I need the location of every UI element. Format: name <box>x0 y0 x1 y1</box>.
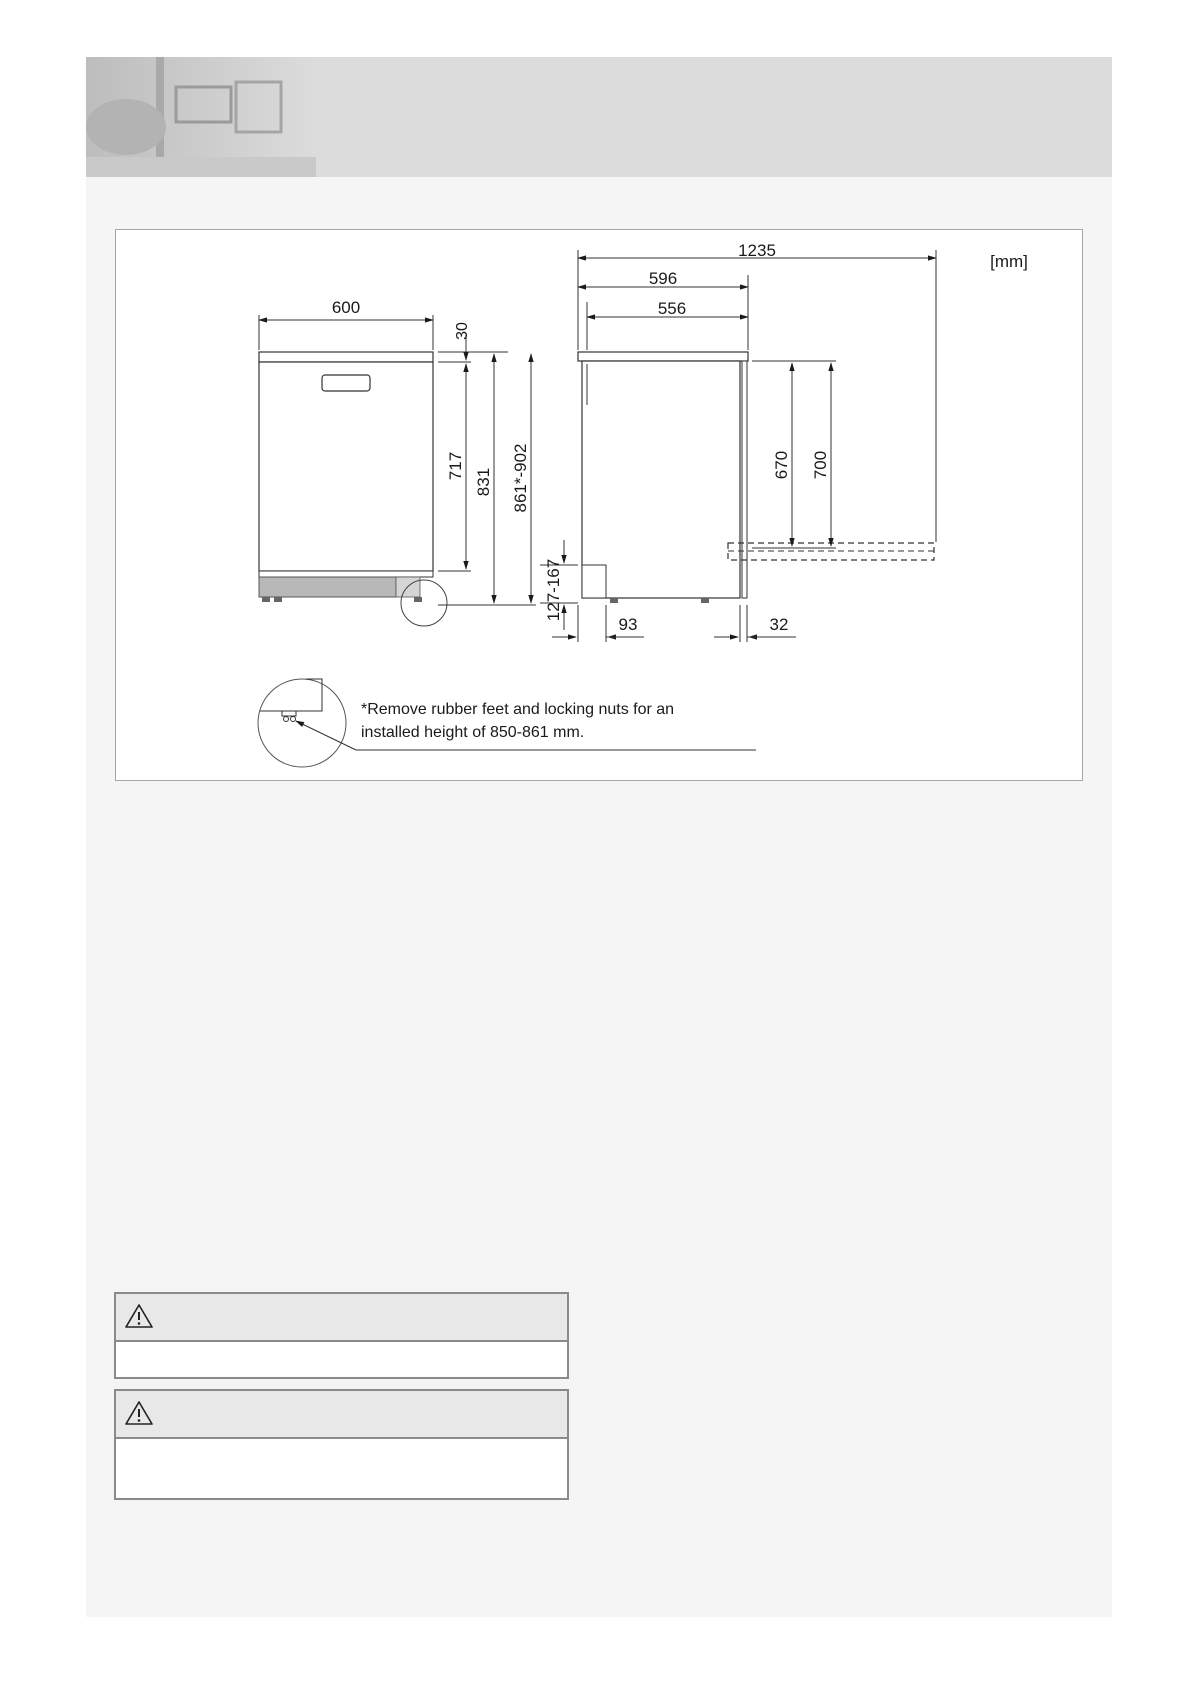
warning-box-2-header <box>116 1391 567 1439</box>
warning-triangle-icon <box>124 1400 154 1426</box>
side-view <box>578 352 934 603</box>
dimension-diagram <box>115 229 1083 781</box>
warning-box-1-header <box>116 1294 567 1342</box>
dim-front-width: 600 <box>331 298 361 317</box>
warning-box-2 <box>114 1389 569 1500</box>
warning-box-1 <box>114 1292 569 1379</box>
dim-door-open-inner: 670 <box>772 450 791 480</box>
dim-depth-total: 1235 <box>738 241 776 260</box>
unit-label: [mm] <box>990 252 1028 271</box>
dim-plinth-height: 127-167 <box>544 558 563 622</box>
warning-triangle-icon <box>124 1303 154 1329</box>
dim-depth-door: 596 <box>648 269 678 288</box>
front-view <box>259 352 447 626</box>
dim-rear-offset: 93 <box>618 615 638 634</box>
dim-total-height: 861*-902 <box>511 443 530 513</box>
foot-detail-callout <box>258 679 756 767</box>
dim-door-open-outer: 700 <box>811 450 830 480</box>
header-band <box>86 57 1112 177</box>
dim-depth-body: 556 <box>657 299 687 318</box>
dim-front-offset: 32 <box>769 615 789 634</box>
header-photo <box>86 57 316 177</box>
note-line-1: *Remove rubber feet and locking nuts for an <box>361 701 675 718</box>
dim-top-thickness: 30 <box>454 322 471 340</box>
dim-body-height: 831 <box>474 467 493 497</box>
dim-door-height: 717 <box>446 451 465 481</box>
note-line-2: installed height of 850-861 mm. <box>361 724 585 741</box>
